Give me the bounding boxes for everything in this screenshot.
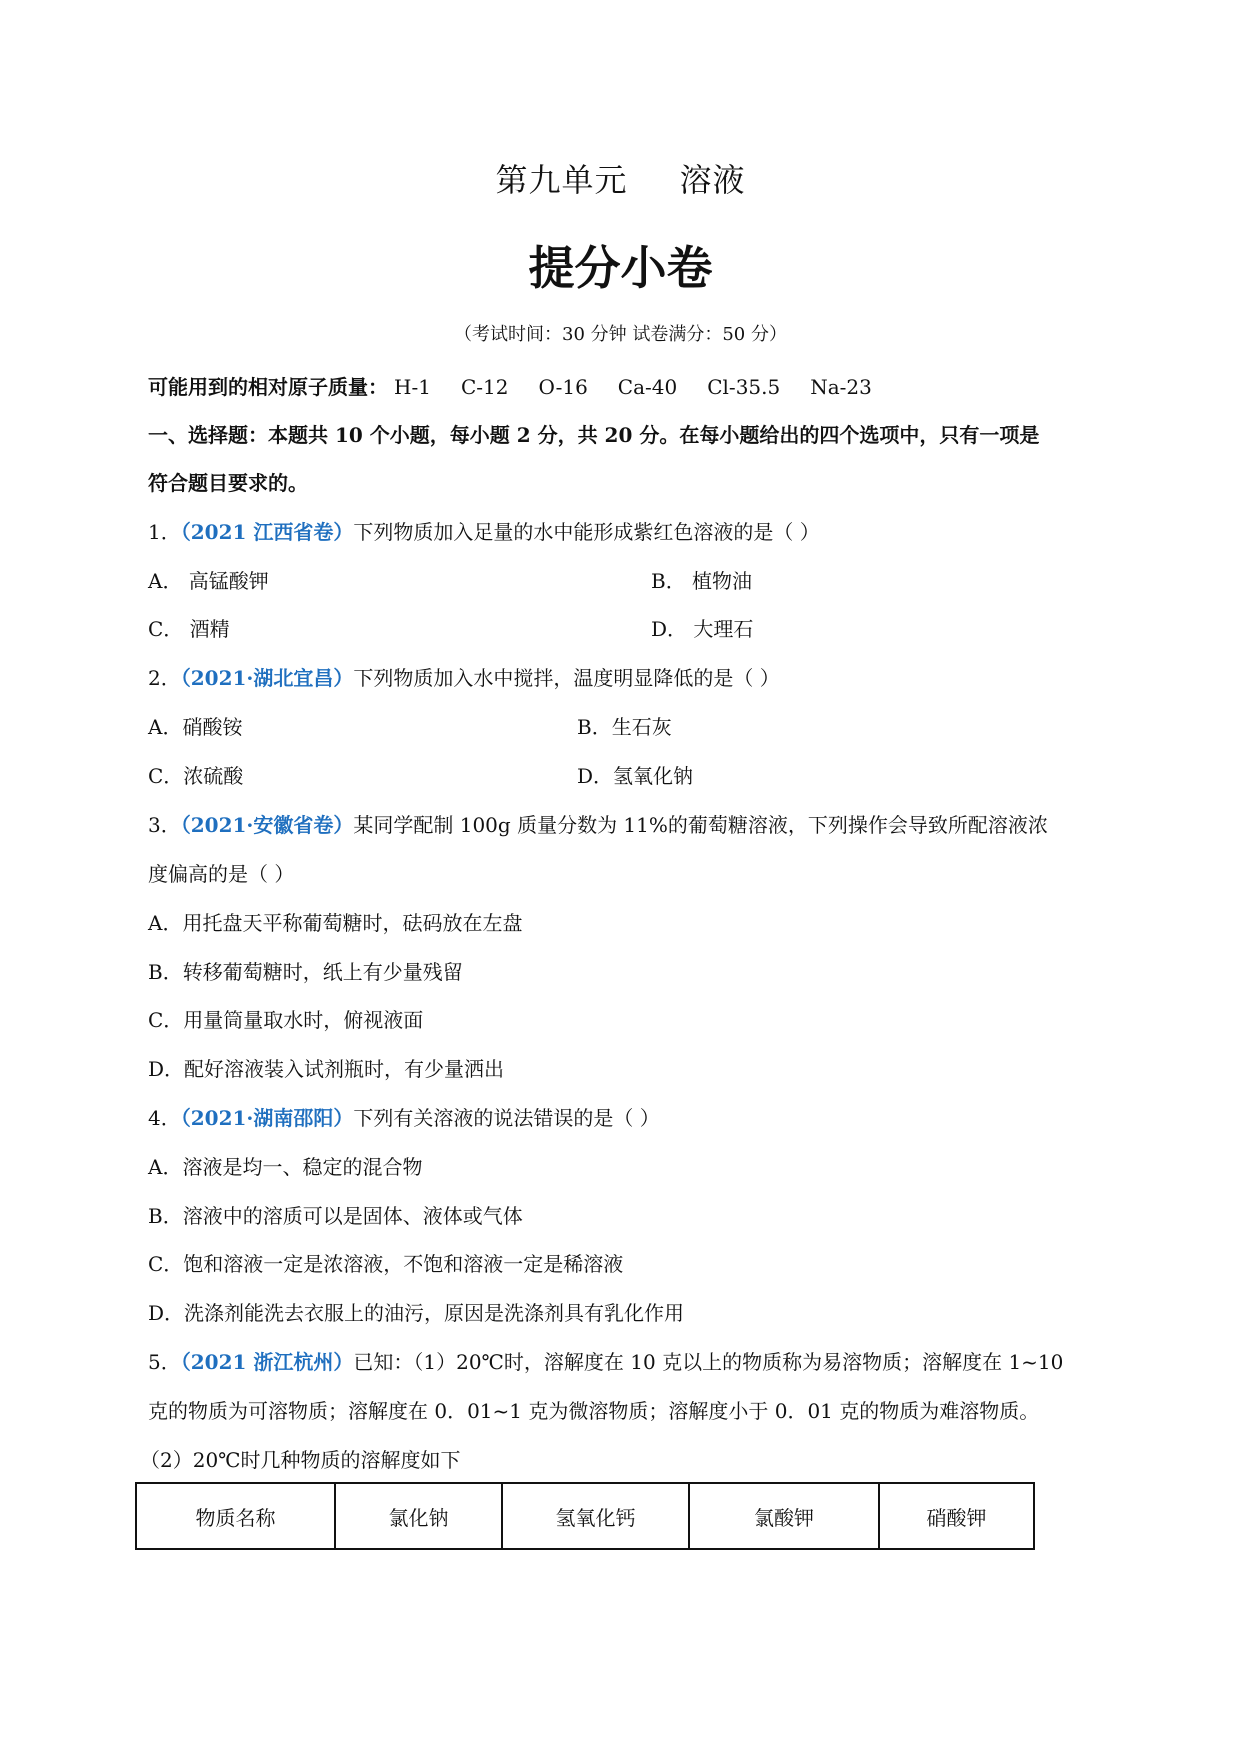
question-text: 下列物质加入足量的水中能形成紫红色溶液的是（ ） <box>353 520 820 544</box>
unit-topic: 溶液 <box>679 161 746 199</box>
question-2-stem <box>148 664 780 692</box>
question-source: （2021·湖北宜昌） <box>180 666 354 690</box>
question-4-option-d: D．洗涤剂能洗去衣服上的油污，原因是洗涤剂具有乳化作用 <box>148 1301 685 1325</box>
table-header-cell: 物质名称 <box>136 1483 335 1549</box>
question-1-option-c: C． 酒精 <box>148 617 230 641</box>
question-1-option-a: A． 高锰酸钾 <box>148 569 269 593</box>
question-4-option-b: B．溶液中的溶质可以是固体、液体或气体 <box>148 1204 523 1228</box>
question-2-option-d: D．氢氧化钠 <box>577 764 694 788</box>
table-header-cell: 氯化钠 <box>335 1483 502 1549</box>
paper-title: 提分小卷 <box>528 241 713 295</box>
table-header-cell: 氢氧化钙 <box>502 1483 689 1549</box>
question-5-stem <box>148 1348 1063 1376</box>
question-2-option-b: B．生石灰 <box>577 715 672 739</box>
atomic-mass-item: Ca-40 <box>617 375 678 399</box>
question-4-stem <box>148 1104 660 1132</box>
question-5-table-caption: （2）20℃时几种物质的溶解度如下 <box>140 1448 461 1472</box>
question-1-option-b: B． 植物油 <box>651 569 753 593</box>
atomic-mass-item: Cl-35.5 <box>707 375 781 399</box>
question-3-option-a: A．用托盘天平称葡萄糖时，砝码放在左盘 <box>148 911 523 935</box>
unit-title <box>0 160 1241 200</box>
question-source: （2021·湖南邵阳） <box>180 1106 354 1130</box>
question-text: 已知：（1）20℃时，溶解度在 10 克以上的物质称为易溶物质；溶解度在 1~10 <box>353 1350 1064 1374</box>
question-number: 2． <box>148 666 181 690</box>
table-header-cell: 硝酸钾 <box>879 1483 1034 1549</box>
question-source: （2021·安徽省卷） <box>180 813 354 837</box>
atomic-mass-line <box>148 373 872 401</box>
question-2-option-a: A．硝酸铵 <box>148 715 243 739</box>
question-3-stem <box>148 811 1048 839</box>
atomic-mass-item: Na-23 <box>810 375 872 399</box>
unit-label: 第九单元 <box>495 161 628 199</box>
atomic-mass-item: O-16 <box>538 375 588 399</box>
question-source: （2021 浙江杭州） <box>180 1350 354 1374</box>
section-heading-cont: 符合题目要求的。 <box>148 471 308 495</box>
question-3-option-c: C．用量筒量取水时，俯视液面 <box>148 1008 424 1032</box>
exam-info: （考试时间：30 分钟 试卷满分：50 分） <box>454 324 787 345</box>
question-source: （2021 江西省卷） <box>180 520 354 544</box>
question-text: 下列物质加入水中搅拌，温度明显降低的是（ ） <box>353 666 780 690</box>
atomic-mass-label: 可能用到的相对原子质量： <box>148 375 388 399</box>
table-header-cell: 氯酸钾 <box>689 1483 879 1549</box>
atomic-mass-item: C-12 <box>460 375 509 399</box>
question-number: 1． <box>148 520 181 544</box>
question-3-option-b: B．转移葡萄糖时，纸上有少量残留 <box>148 960 463 984</box>
question-4-option-a: A．溶液是均一、稳定的混合物 <box>148 1155 423 1179</box>
atomic-mass-item: H-1 <box>394 375 431 399</box>
question-number: 5． <box>148 1350 181 1374</box>
question-1-stem <box>148 518 820 546</box>
section-heading: 一、选择题：本题共 10 个小题，每小题 2 分，共 20 分。在每小题给出的四个选项中，只有一项是 <box>148 423 1040 447</box>
question-3-option-d: D．配好溶液装入试剂瓶时，有少量洒出 <box>148 1057 505 1081</box>
question-number: 4． <box>148 1106 181 1130</box>
question-4-option-c: C．饱和溶液一定是浓溶液，不饱和溶液一定是稀溶液 <box>148 1252 624 1276</box>
question-1-option-d: D． 大理石 <box>651 617 754 641</box>
question-number: 3． <box>148 813 181 837</box>
question-3-stem-cont: 度偏高的是（ ） <box>148 862 295 886</box>
question-text: 下列有关溶液的说法错误的是（ ） <box>353 1106 660 1130</box>
solubility-table <box>135 1482 1035 1550</box>
table-row <box>136 1483 1034 1549</box>
question-5-stem-cont: 克的物质为可溶物质；溶解度在 0．01~1 克为微溶物质；溶解度小于 0．01 克的物质为难溶物质。 <box>148 1399 1040 1423</box>
question-text: 某同学配制 100g 质量分数为 11%的葡萄糖溶液，下列操作会导致所配溶液浓 <box>353 813 1048 837</box>
question-2-option-c: C．浓硫酸 <box>148 764 244 788</box>
